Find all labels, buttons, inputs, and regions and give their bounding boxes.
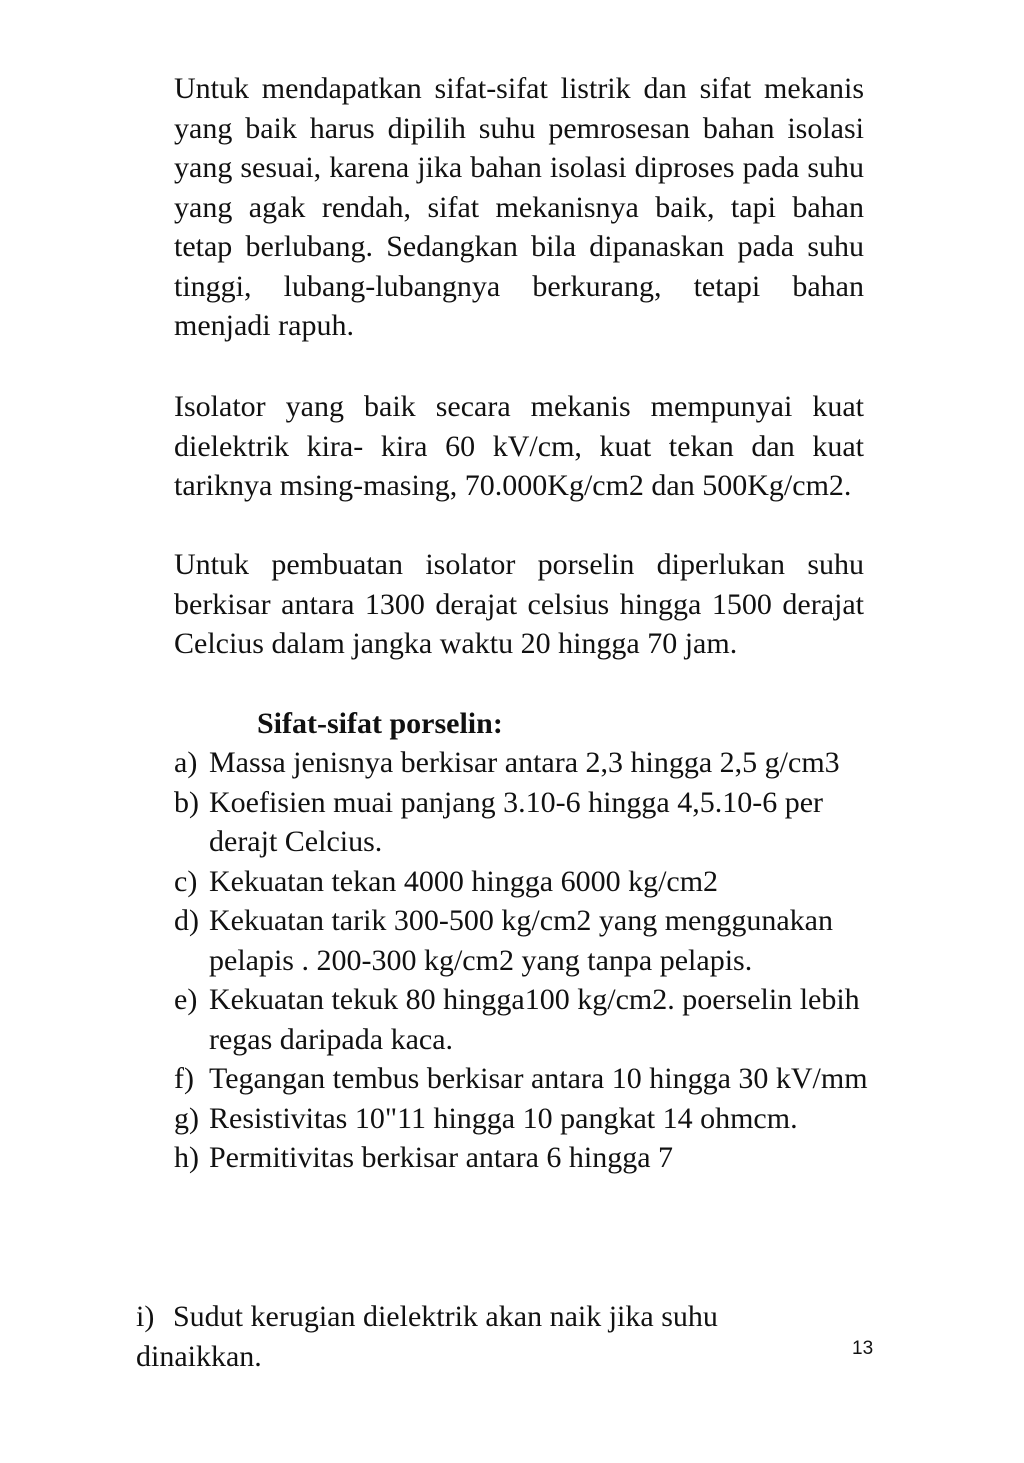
list-marker: c) — [174, 864, 198, 898]
list-marker: b) — [174, 785, 199, 819]
list-item-text: Koefisien muai panjang 3.10-6 hingga 4,5.10-6 per derajt Celcius. — [209, 785, 824, 858]
list-item-text: Kekuatan tarik 300-500 kg/cm2 yang menggunakan pelapis . 200-300 kg/cm2 yang tanpa pelapis. — [209, 904, 833, 977]
list-item — [174, 743, 874, 783]
list-item — [174, 1138, 874, 1178]
page-number: 13 — [852, 1338, 874, 1359]
list-marker: i) — [136, 1300, 155, 1333]
list-item — [174, 783, 874, 862]
list-item-text: Tegangan tembus berkisar antara 10 hingga 30 kV/mm — [209, 1062, 868, 1095]
list-marker: f) — [174, 1062, 194, 1095]
list-item-text: Sudut kerugian dielektrik akan naik jika suhu dinaikkan. — [136, 1300, 718, 1373]
list-item-text: Permitivitas berkisar antara 6 hingga 7 — [209, 1141, 674, 1174]
list-item — [174, 980, 874, 1059]
paragraph-insulator-strength: Isolator yang baik secara mekanis mempunyai kuat dielektrik kira- kira 60 kV/cm, kuat tekan dan kuat tariknya msing-masing, 70.000Kg/cm2 dan 500Kg/cm2. — [174, 390, 864, 502]
list-item-text: Massa jenisnya berkisar antara 2,3 hingga 2,5 g/cm3 — [209, 746, 840, 779]
list-item-text: Kekuatan tekan 4000 hingga 6000 kg/cm2 — [209, 864, 719, 898]
list-marker: h) — [174, 1141, 199, 1174]
list-marker: g) — [174, 1101, 199, 1135]
list-marker: d) — [174, 904, 199, 937]
list-item-text: Kekuatan tekuk 80 hingga100 kg/cm2. poerselin lebih regas daripada kaca. — [209, 983, 860, 1056]
list-item — [174, 862, 874, 902]
list-item-final — [136, 1297, 816, 1376]
paragraph-porcelain-manufacture: Untuk pembuatan isolator porselin diperlukan suhu berkisar antara 1300 derajat celsius hingga 1500 derajat Celcius dalam jangka waktu 20 hingga 70 jam. — [174, 548, 864, 660]
list-marker: e) — [174, 983, 198, 1016]
list-item-text: Resistivitas 10"11 hingga 10 pangkat 14 ohmcm. — [209, 1101, 798, 1135]
paragraph-processing-temperature: Untuk mendapatkan sifat-sifat listrik dan sifat mekanis yang baik harus dipilih suhu pemrosesan bahan isolasi yang sesuai, karena jika bahan isolasi diproses pada suhu yang agak rendah, sifat mekanisnya baik, tapi bahan tetap berlubang. Sedangkan bila dipanaskan pada suhu tinggi, lubang-lubangnya berkurang, tetapi bahan menjadi rapuh. — [174, 72, 864, 342]
section-heading: Sifat-sifat porselin: — [257, 707, 503, 740]
list-item — [174, 901, 874, 980]
properties-list — [174, 743, 874, 1178]
list-item — [174, 1059, 874, 1099]
list-item — [174, 1099, 874, 1139]
list-marker: a) — [174, 746, 198, 779]
